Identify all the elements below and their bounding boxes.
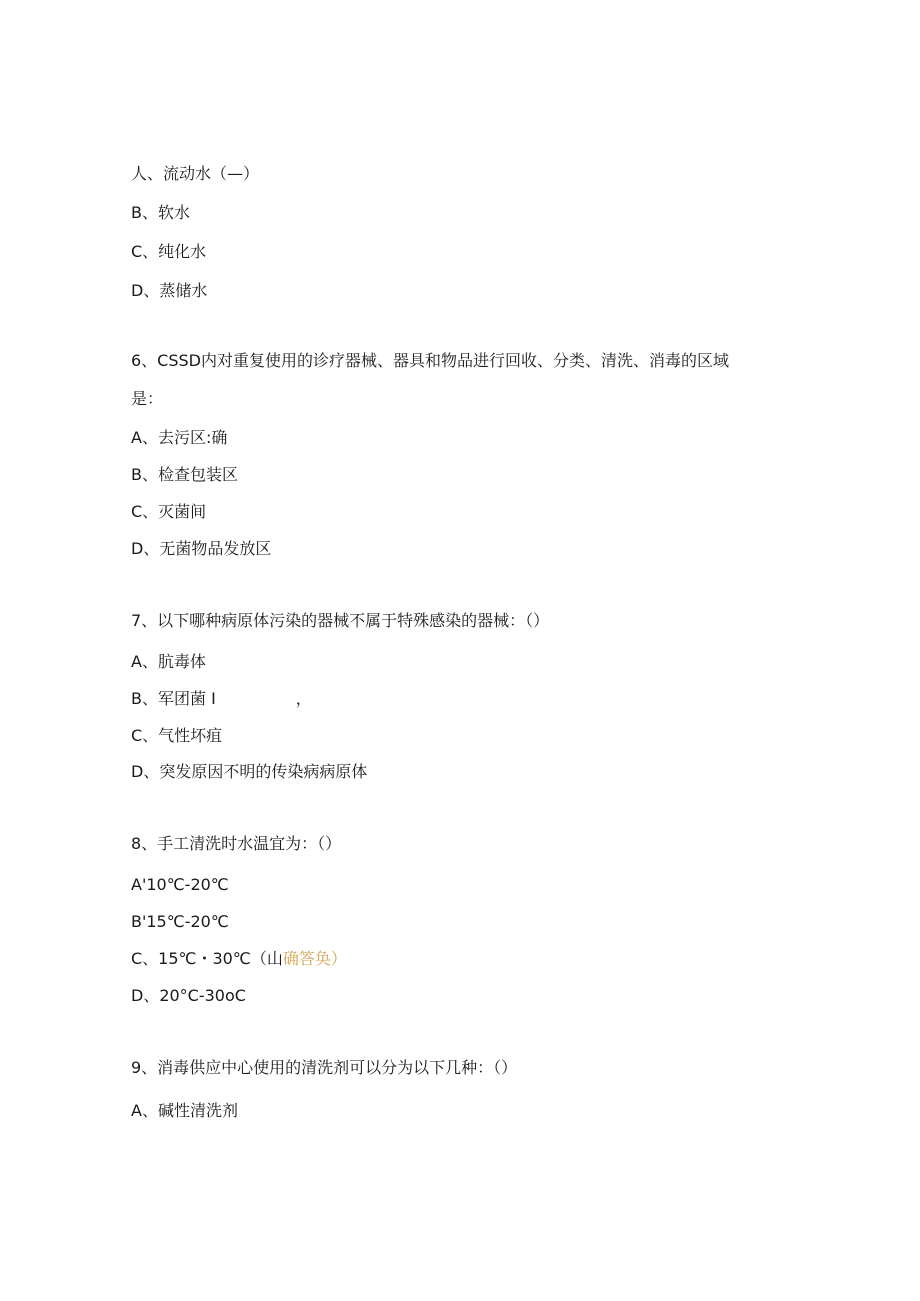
- q6-stem-line1: 6、CSSD内对重复使用的诊疗器械、器具和物品进行回收、分类、清洗、消毒的区域: [131, 351, 729, 370]
- q7-stem: 7、以下哪种病原体污染的器械不属于特殊感染的器械：（）: [131, 611, 550, 630]
- q8-option-c: [131, 949, 347, 969]
- q6-option-a: A、去污区:确: [131, 428, 228, 447]
- q7-option-b-mark: ，: [295, 689, 312, 708]
- q5-option-b: B、软水: [131, 203, 190, 222]
- q8-option-b: B'15℃-20℃: [131, 912, 229, 931]
- q8-stem: 8、手工清洗时水温宜为：（）: [131, 834, 342, 853]
- q9-option-a: A、碱性清洗剂: [131, 1101, 238, 1120]
- q7-option-c: C、气性坏疽: [131, 726, 223, 745]
- q5-option-c: C、纯化水: [131, 242, 207, 261]
- q7-option-a: A、肮毒体: [131, 652, 206, 671]
- q8-option-d: D、20°C-30oC: [131, 986, 246, 1005]
- q5-option-d: D、蒸储水: [131, 281, 208, 300]
- q6-option-b: B、检查包装区: [131, 465, 238, 484]
- q9-stem: 9、消毒供应中心使用的清洗剂可以分为以下几种：（）: [131, 1058, 518, 1077]
- q8-option-c-text: C、15℃・30℃（山: [131, 949, 283, 968]
- q5-option-a: 人、流动水（—）: [131, 164, 260, 183]
- q6-option-c: C、灭菌间: [131, 502, 207, 521]
- q7-option-d: D、突发原因不明的传染病病原体: [131, 762, 368, 781]
- q6-option-d: D、无菌物品发放区: [131, 539, 272, 558]
- q8-option-a: A'10℃-20℃: [131, 875, 229, 894]
- q8-correct-answer-mark: 确答奂）: [282, 949, 347, 968]
- q7-option-b-text: B、军团菌 I: [131, 689, 216, 708]
- q6-stem-line2: 是：: [131, 389, 164, 408]
- q7-option-b: [131, 689, 312, 709]
